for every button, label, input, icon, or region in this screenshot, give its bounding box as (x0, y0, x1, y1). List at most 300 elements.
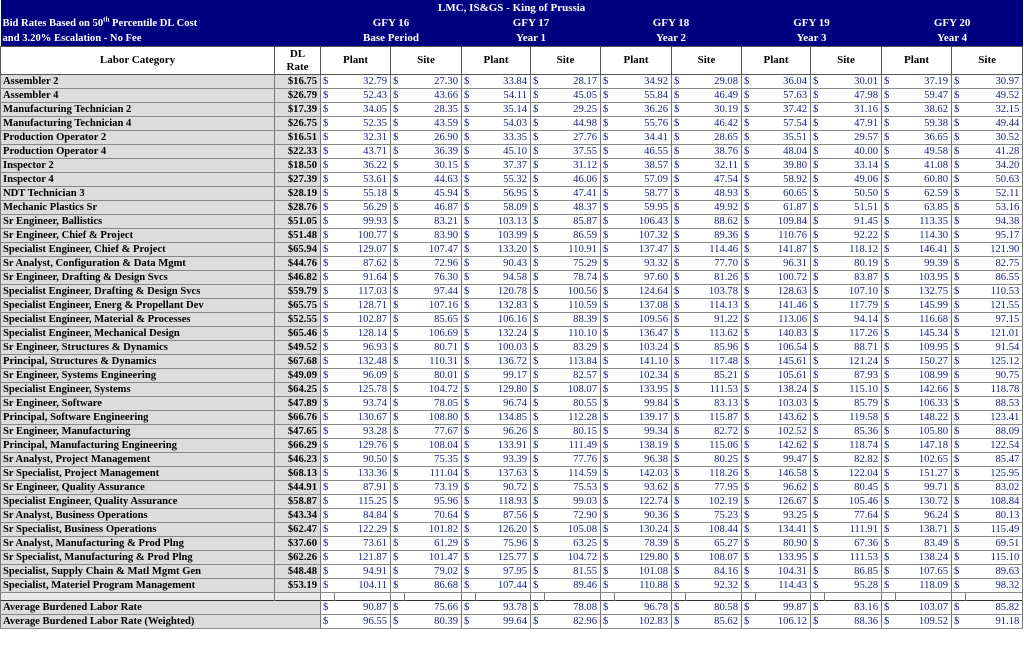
currency-symbol: $ (531, 257, 545, 271)
currency-symbol: $ (321, 355, 335, 369)
currency-symbol: $ (742, 397, 756, 411)
currency-symbol: $ (531, 615, 545, 629)
plant-rate-cell: 83.49 (896, 537, 952, 551)
site-rate-cell: 88.39 (545, 313, 601, 327)
site-rate-cell: 97.44 (405, 285, 462, 299)
dl-rate-cell: $66.76 (275, 411, 321, 425)
currency-symbol: $ (672, 285, 686, 299)
plant-rate-cell: 132.83 (476, 299, 531, 313)
currency-symbol: $ (672, 327, 686, 341)
plant-rate-cell: 36.04 (756, 75, 811, 89)
site-rate-cell: 92.22 (825, 229, 882, 243)
plant-rate-cell: 34.92 (615, 75, 672, 89)
site-rate-cell: 91.18 (966, 615, 1023, 629)
currency-symbol: $ (952, 243, 966, 257)
site-rate-cell: 41.28 (966, 145, 1023, 159)
labor-category-cell: Sr Analyst, Configuration & Data Mgmt (1, 257, 275, 271)
currency-symbol: $ (742, 159, 756, 173)
currency-symbol: $ (321, 467, 335, 481)
plant-rate-cell: 56.29 (335, 201, 391, 215)
table-row (1, 173, 1023, 187)
site-header-4: Site (952, 47, 1023, 75)
dl-rate-cell: $52.55 (275, 313, 321, 327)
site-rate-cell: 91.45 (825, 215, 882, 229)
currency-symbol: $ (882, 537, 896, 551)
currency-symbol: $ (952, 159, 966, 173)
currency-symbol: $ (952, 257, 966, 271)
currency-symbol: $ (321, 523, 335, 537)
plant-rate-cell: 36.65 (896, 131, 952, 145)
currency-symbol: $ (391, 355, 405, 369)
site-rate-cell: 72.90 (545, 509, 601, 523)
currency-symbol: $ (742, 341, 756, 355)
currency-symbol: $ (882, 131, 896, 145)
currency-symbol: $ (952, 117, 966, 131)
currency-symbol: $ (601, 369, 615, 383)
currency-symbol: $ (882, 615, 896, 629)
currency-symbol: $ (882, 187, 896, 201)
site-rate-cell: 80.55 (545, 397, 601, 411)
plant-rate-cell: 114.43 (756, 579, 811, 593)
site-rate-cell: 85.82 (966, 601, 1023, 615)
site-rate-cell: 77.95 (686, 481, 742, 495)
plant-rate-cell: 107.32 (615, 229, 672, 243)
currency-symbol: $ (952, 369, 966, 383)
site-rate-cell: 51.51 (825, 201, 882, 215)
plant-rate-cell: 134.85 (476, 411, 531, 425)
currency-symbol: $ (391, 201, 405, 215)
dl-rate-cell: $65.46 (275, 327, 321, 341)
table-row (1, 89, 1023, 103)
currency-symbol: $ (601, 467, 615, 481)
currency-symbol: $ (742, 75, 756, 89)
currency-symbol: $ (672, 89, 686, 103)
currency-symbol: $ (742, 299, 756, 313)
year-header-3: GFY 19 Year 3 (742, 16, 882, 47)
site-rate-cell: 80.01 (405, 369, 462, 383)
currency-symbol: $ (952, 579, 966, 593)
plant-rate-cell: 141.87 (756, 243, 811, 257)
table-row (1, 565, 1023, 579)
site-rate-cell: 83.02 (966, 481, 1023, 495)
currency-symbol: $ (952, 601, 966, 615)
rate-basis-note: Bid Rates Based on 50th Percentile DL Cost and 3.20% Escalation - No Fee (1, 16, 321, 47)
plant-rate-cell: 90.50 (335, 453, 391, 467)
currency-symbol: $ (531, 369, 545, 383)
plant-rate-cell: 36.26 (615, 103, 672, 117)
currency-symbol: $ (882, 313, 896, 327)
currency-symbol: $ (462, 369, 476, 383)
site-rate-cell: 117.26 (825, 327, 882, 341)
site-rate-cell: 27.30 (405, 75, 462, 89)
currency-symbol: $ (531, 579, 545, 593)
site-rate-cell: 101.82 (405, 523, 462, 537)
currency-symbol: $ (811, 285, 825, 299)
currency-symbol: $ (531, 215, 545, 229)
site-rate-cell: 43.66 (405, 89, 462, 103)
currency-symbol: $ (462, 229, 476, 243)
site-rate-cell: 30.01 (825, 75, 882, 89)
currency-symbol: $ (882, 467, 896, 481)
currency-symbol: $ (321, 425, 335, 439)
plant-rate-cell: 33.84 (476, 75, 531, 89)
site-rate-cell: 45.94 (405, 187, 462, 201)
plant-rate-cell: 87.91 (335, 481, 391, 495)
dl-rate-cell: $66.29 (275, 439, 321, 453)
plant-rate-cell: 105.61 (756, 369, 811, 383)
currency-symbol: $ (882, 579, 896, 593)
labor-category-cell: Assembler 4 (1, 89, 275, 103)
site-rate-cell: 121.55 (966, 299, 1023, 313)
currency-symbol: $ (952, 615, 966, 629)
currency-symbol: $ (811, 257, 825, 271)
currency-symbol: $ (952, 313, 966, 327)
labor-category-cell: Assembler 2 (1, 75, 275, 89)
currency-symbol: $ (462, 215, 476, 229)
currency-symbol: $ (321, 187, 335, 201)
currency-symbol: $ (811, 509, 825, 523)
currency-symbol: $ (391, 341, 405, 355)
site-rate-cell: 83.13 (686, 397, 742, 411)
currency-symbol: $ (391, 551, 405, 565)
table-row (1, 257, 1023, 271)
currency-symbol: $ (672, 187, 686, 201)
site-rate-cell: 80.58 (686, 601, 742, 615)
plant-header-0: Plant (321, 47, 391, 75)
site-rate-cell: 88.36 (825, 615, 882, 629)
currency-symbol: $ (672, 117, 686, 131)
currency-symbol: $ (601, 425, 615, 439)
currency-symbol: $ (601, 271, 615, 285)
plant-header-4: Plant (882, 47, 952, 75)
currency-symbol: $ (952, 383, 966, 397)
plant-rate-cell: 55.18 (335, 187, 391, 201)
currency-symbol: $ (391, 271, 405, 285)
currency-symbol: $ (811, 313, 825, 327)
currency-symbol: $ (742, 327, 756, 341)
currency-symbol: $ (321, 201, 335, 215)
table-row (1, 495, 1023, 509)
site-rate-cell: 29.57 (825, 131, 882, 145)
currency-symbol: $ (811, 467, 825, 481)
currency-symbol: $ (672, 355, 686, 369)
site-rate-cell: 28.17 (545, 75, 601, 89)
plant-rate-cell: 122.74 (615, 495, 672, 509)
currency-symbol: $ (531, 601, 545, 615)
plant-rate-cell: 148.22 (896, 411, 952, 425)
currency-symbol: $ (321, 481, 335, 495)
plant-rate-cell: 99.64 (476, 615, 531, 629)
plant-rate-cell: 105.80 (896, 425, 952, 439)
currency-symbol: $ (601, 383, 615, 397)
site-rate-cell: 94.38 (966, 215, 1023, 229)
plant-rate-cell: 129.76 (335, 439, 391, 453)
currency-symbol: $ (601, 439, 615, 453)
dl-rate-cell: $27.39 (275, 173, 321, 187)
site-rate-cell: 102.19 (686, 495, 742, 509)
site-rate-cell: 75.66 (405, 601, 462, 615)
currency-symbol: $ (462, 327, 476, 341)
dl-rate-cell: $47.89 (275, 397, 321, 411)
site-rate-cell: 32.15 (966, 103, 1023, 117)
currency-symbol: $ (672, 313, 686, 327)
site-rate-cell: 108.84 (966, 495, 1023, 509)
currency-symbol: $ (321, 229, 335, 243)
labor-category-cell: Sr Engineer, Software (1, 397, 275, 411)
plant-rate-cell: 106.43 (615, 215, 672, 229)
plant-rate-cell: 128.71 (335, 299, 391, 313)
currency-symbol: $ (952, 215, 966, 229)
currency-symbol: $ (952, 89, 966, 103)
currency-symbol: $ (391, 313, 405, 327)
site-rate-cell: 52.11 (966, 187, 1023, 201)
plant-rate-cell: 87.56 (476, 509, 531, 523)
plant-rate-cell: 102.65 (896, 453, 952, 467)
plant-rate-cell: 121.87 (335, 551, 391, 565)
site-rate-cell: 117.48 (686, 355, 742, 369)
site-rate-cell: 28.35 (405, 103, 462, 117)
site-rate-cell: 118.26 (686, 467, 742, 481)
currency-symbol: $ (601, 75, 615, 89)
currency-symbol: $ (531, 411, 545, 425)
currency-symbol: $ (811, 271, 825, 285)
currency-symbol: $ (462, 341, 476, 355)
currency-symbol: $ (391, 369, 405, 383)
currency-symbol: $ (952, 285, 966, 299)
currency-symbol: $ (742, 439, 756, 453)
dl-rate-cell: $28.19 (275, 187, 321, 201)
currency-symbol: $ (391, 495, 405, 509)
site-rate-cell: 85.47 (966, 453, 1023, 467)
currency-symbol: $ (952, 551, 966, 565)
site-rate-cell: 34.20 (966, 159, 1023, 173)
currency-symbol: $ (882, 215, 896, 229)
site-rate-cell: 117.79 (825, 299, 882, 313)
table-row (1, 453, 1023, 467)
dl-rate-cell: $51.48 (275, 229, 321, 243)
labor-category-cell: NDT Technician 3 (1, 187, 275, 201)
currency-symbol: $ (742, 257, 756, 271)
site-rate-cell: 110.31 (405, 355, 462, 369)
plant-rate-cell: 109.56 (615, 313, 672, 327)
table-row (1, 369, 1023, 383)
plant-rate-cell: 37.37 (476, 159, 531, 173)
currency-symbol: $ (742, 89, 756, 103)
labor-category-cell: Sr Engineer, Systems Engineering (1, 369, 275, 383)
currency-symbol: $ (742, 313, 756, 327)
labor-category-cell: Sr Analyst, Manufacturing & Prod Plng (1, 537, 275, 551)
table-row (1, 509, 1023, 523)
sheet-title: LMC, IS&GS - King of Prussia (1, 0, 1023, 16)
dl-rate-cell: $44.76 (275, 257, 321, 271)
site-rate-cell: 78.74 (545, 271, 601, 285)
plant-rate-cell: 130.24 (615, 523, 672, 537)
site-rate-cell: 94.14 (825, 313, 882, 327)
labor-category-cell: Specialist Engineer, Drafting & Design Svcs (1, 285, 275, 299)
plant-rate-cell: 150.27 (896, 355, 952, 369)
currency-symbol: $ (742, 103, 756, 117)
currency-symbol: $ (531, 467, 545, 481)
site-rate-cell: 88.53 (966, 397, 1023, 411)
plant-rate-cell: 142.62 (756, 439, 811, 453)
dl-rate-cell: $44.91 (275, 481, 321, 495)
currency-symbol: $ (321, 341, 335, 355)
labor-category-cell: Specialist, Materiel Program Management (1, 579, 275, 593)
currency-symbol: $ (321, 271, 335, 285)
currency-symbol: $ (601, 327, 615, 341)
currency-symbol: $ (601, 397, 615, 411)
plant-rate-cell: 133.95 (615, 383, 672, 397)
currency-symbol: $ (811, 131, 825, 145)
currency-symbol: $ (391, 537, 405, 551)
currency-symbol: $ (321, 453, 335, 467)
currency-symbol: $ (601, 117, 615, 131)
currency-symbol: $ (601, 285, 615, 299)
plant-rate-cell: 96.62 (756, 481, 811, 495)
plant-rate-cell: 114.30 (896, 229, 952, 243)
currency-symbol: $ (672, 411, 686, 425)
site-rate-cell: 32.11 (686, 159, 742, 173)
plant-rate-cell: 73.61 (335, 537, 391, 551)
plant-rate-cell: 96.55 (335, 615, 391, 629)
dl-rate-cell: $65.75 (275, 299, 321, 313)
site-rate-cell: 67.36 (825, 537, 882, 551)
plant-header-3: Plant (742, 47, 811, 75)
labor-category-cell: Sr Engineer, Manufacturing (1, 425, 275, 439)
dl-rate-cell: $49.09 (275, 369, 321, 383)
currency-symbol: $ (742, 509, 756, 523)
site-rate-cell: 80.45 (825, 481, 882, 495)
site-rate-cell: 85.62 (686, 615, 742, 629)
plant-rate-cell: 59.95 (615, 201, 672, 215)
dl-rate-cell: $58.87 (275, 495, 321, 509)
plant-header-1: Plant (462, 47, 531, 75)
currency-symbol: $ (811, 439, 825, 453)
site-rate-cell: 78.08 (545, 601, 601, 615)
currency-symbol: $ (321, 131, 335, 145)
currency-symbol: $ (672, 257, 686, 271)
currency-symbol: $ (882, 299, 896, 313)
plant-rate-cell: 110.88 (615, 579, 672, 593)
currency-symbol: $ (601, 537, 615, 551)
plant-rate-cell: 147.18 (896, 439, 952, 453)
site-rate-cell: 89.36 (686, 229, 742, 243)
dl-rate-cell: $48.48 (275, 565, 321, 579)
plant-rate-cell: 93.39 (476, 453, 531, 467)
currency-symbol: $ (952, 327, 966, 341)
currency-symbol: $ (811, 75, 825, 89)
dl-rate-cell: $62.26 (275, 551, 321, 565)
currency-symbol: $ (882, 439, 896, 453)
currency-symbol: $ (391, 397, 405, 411)
plant-rate-cell: 90.72 (476, 481, 531, 495)
plant-rate-cell: 99.71 (896, 481, 952, 495)
currency-symbol: $ (531, 481, 545, 495)
site-rate-cell: 85.21 (686, 369, 742, 383)
currency-symbol: $ (462, 537, 476, 551)
plant-rate-cell: 120.78 (476, 285, 531, 299)
site-rate-cell: 115.10 (966, 551, 1023, 565)
currency-symbol: $ (462, 299, 476, 313)
table-row (1, 131, 1023, 145)
currency-symbol: $ (531, 243, 545, 257)
currency-symbol: $ (882, 551, 896, 565)
site-rate-cell: 50.63 (966, 173, 1023, 187)
currency-symbol: $ (882, 369, 896, 383)
plant-rate-cell: 52.43 (335, 89, 391, 103)
currency-symbol: $ (811, 369, 825, 383)
dl-rate-cell: $28.76 (275, 201, 321, 215)
plant-rate-cell: 145.34 (896, 327, 952, 341)
currency-symbol: $ (601, 187, 615, 201)
currency-symbol: $ (531, 117, 545, 131)
currency-symbol: $ (811, 565, 825, 579)
labor-category-cell: Sr Specialist, Business Operations (1, 523, 275, 537)
site-rate-cell: 49.92 (686, 201, 742, 215)
currency-symbol: $ (672, 397, 686, 411)
currency-symbol: $ (811, 425, 825, 439)
site-rate-cell: 46.49 (686, 89, 742, 103)
currency-symbol: $ (882, 523, 896, 537)
table-row (1, 537, 1023, 551)
plant-rate-cell: 99.93 (335, 215, 391, 229)
table-row (1, 285, 1023, 299)
site-rate-cell: 111.53 (686, 383, 742, 397)
currency-symbol: $ (672, 383, 686, 397)
currency-symbol: $ (391, 523, 405, 537)
currency-symbol: $ (882, 383, 896, 397)
currency-symbol: $ (601, 601, 615, 615)
currency-symbol: $ (321, 313, 335, 327)
site-rate-cell: 110.91 (545, 243, 601, 257)
plant-rate-cell: 133.36 (335, 467, 391, 481)
currency-symbol: $ (321, 579, 335, 593)
currency-symbol: $ (321, 173, 335, 187)
labor-category-cell: Specialist Engineer, Quality Assurance (1, 495, 275, 509)
site-rate-cell: 90.75 (966, 369, 1023, 383)
plant-rate-cell: 93.28 (335, 425, 391, 439)
currency-symbol: $ (672, 439, 686, 453)
plant-rate-cell: 117.03 (335, 285, 391, 299)
currency-symbol: $ (391, 257, 405, 271)
plant-rate-cell: 34.05 (335, 103, 391, 117)
currency-symbol: $ (601, 411, 615, 425)
currency-symbol: $ (321, 257, 335, 271)
site-rate-cell: 75.53 (545, 481, 601, 495)
currency-symbol: $ (462, 601, 476, 615)
table-row (1, 355, 1023, 369)
site-rate-cell: 70.64 (405, 509, 462, 523)
currency-symbol: $ (531, 495, 545, 509)
currency-symbol: $ (391, 615, 405, 629)
plant-rate-cell: 55.76 (615, 117, 672, 131)
currency-symbol: $ (672, 369, 686, 383)
site-header-1: Site (531, 47, 601, 75)
currency-symbol: $ (462, 383, 476, 397)
plant-rate-cell: 146.58 (756, 467, 811, 481)
currency-symbol: $ (601, 215, 615, 229)
currency-symbol: $ (531, 75, 545, 89)
currency-symbol: $ (811, 341, 825, 355)
site-rate-cell: 99.03 (545, 495, 601, 509)
currency-symbol: $ (952, 355, 966, 369)
table-row (1, 215, 1023, 229)
site-rate-cell: 31.16 (825, 103, 882, 117)
currency-symbol: $ (952, 467, 966, 481)
currency-symbol: $ (742, 523, 756, 537)
currency-symbol: $ (882, 425, 896, 439)
labor-category-cell: Sr Engineer, Ballistics (1, 215, 275, 229)
